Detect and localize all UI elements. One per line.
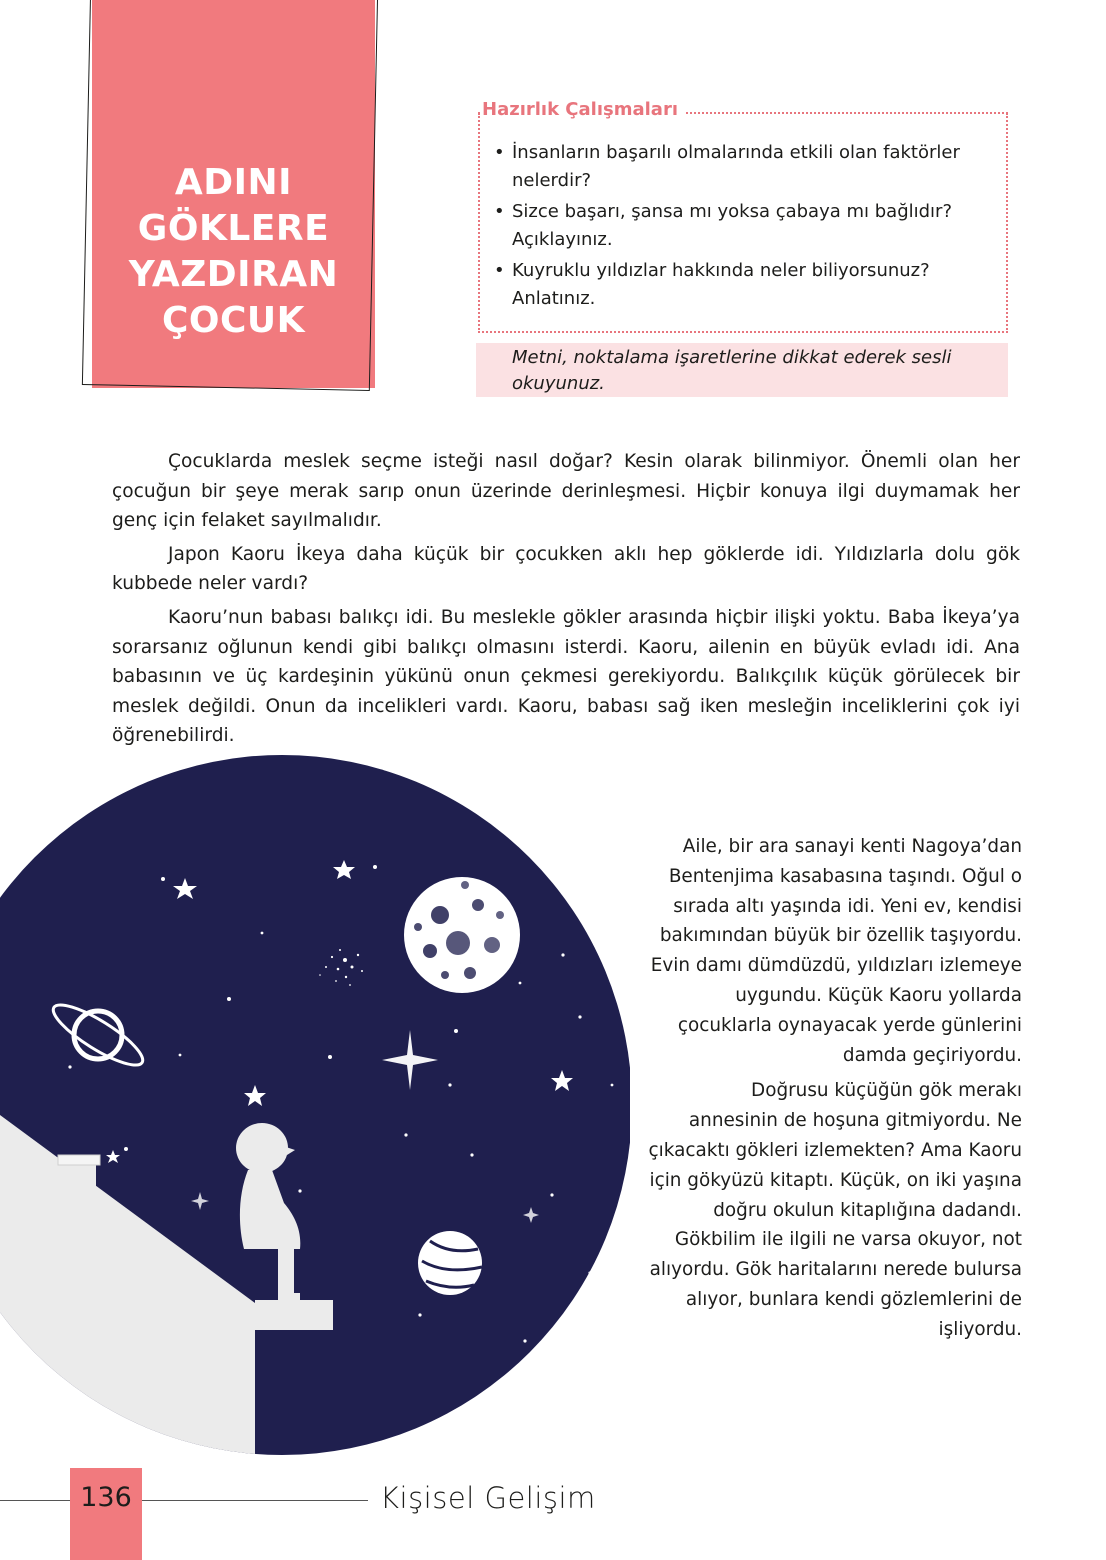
preparation-heading-label: Hazırlık Çalışmaları [482, 98, 684, 122]
list-item: • Sizce başarı, şansa mı yoksa çabaya mı bağlıdır? Açıklayınız. [492, 198, 992, 254]
title-line: YAZDIRAN [128, 254, 339, 295]
reading-instruction [476, 343, 1008, 397]
paragraph: Doğrusu küçüğün gök merakı annesinin de hoşuna gitmiyordu. Ne çıkacaktı gökleri izlemekten? Ama Kaoru için gökyüzü kitaptı. Küçük, on iki yaşına doğru okulun kitaplığına dadandı. Gökbilim ile ilgili ne varsa okuyor, not alıyordu. Gök haritalarını nerede bulursa alıyor, bunlara kendi gözlemlerini de işliyordu. [648, 1080, 1022, 1340]
page-number: 136 [80, 1482, 132, 1513]
paragraph: Aile, bir ara sanayi kenti Nagoya’dan Bentenjima kasabasına taşındı. Oğul o sırada altı yaşında idi. Yeni ev, kendisi bakımından büyük bir özellik taşıyordu. Evin damı dümdüzdü, yıldızları izlemeye uygundu. Küçük Kaoru yollarda çocuklarla oynayacak yerde günlerini damda geçiriyordu. [650, 836, 1022, 1066]
title-line: ADINI [174, 162, 293, 203]
night-sky-illustration [0, 755, 630, 1460]
list-item: • İnsanların başarılı olmalarında etkili olan faktörler nelerdir? [492, 139, 992, 195]
list-item: • Kuyruklu yıldızlar hakkında neler biliyorsunuz? Anlatınız. [492, 257, 992, 313]
side-column-text [640, 832, 1022, 1351]
book-title: Kişisel Gelişim [380, 1481, 596, 1515]
paragraph: Çocuklarda meslek seçme isteği nasıl doğar? Kesin olarak bilinmiyor. Önemli olan her çocuğun bir şeye merak sarıp onun üzerinde derinleşmesi. Hiçbir konuya ilgi duymamak her genç için felaket sayılmalıdır. [112, 451, 1020, 532]
paragraph: Kaoru’nun babası balıkçı idi. Bu meslekle gökler arasında hiçbir ilişki yoktu. Baba İkeya’ya sorarsanız oğlunun kendi gibi balıkçı olmasını isterdi. Kaoru, ailenin en büyük evladı idi. Ana babasının ve üç kardeşinin yükünü onun çekmesi gerekiyordu. Balıkçılık küçük görülecek bir meslek değildi. Onun da incelikleri vardı. Kaoru, babası sağ iken mesleğin inceliklerini çok iyi öğrenebilirdi. [112, 606, 1020, 747]
preparation-box [478, 113, 1008, 333]
title-line: ÇOCUK [161, 300, 306, 341]
small-planet-icon [418, 1231, 482, 1295]
moon-icon [404, 877, 520, 993]
title-line: GÖKLERE [137, 208, 330, 249]
chapter-title [92, 160, 375, 344]
preparation-list [492, 139, 992, 316]
main-text [112, 447, 1020, 755]
footer-divider [0, 1500, 368, 1501]
instruction-text: Metni, noktalama işaretlerine dikkat ederek sesli okuyunuz. [512, 347, 952, 394]
paragraph: Japon Kaoru İkeya daha küçük bir çocukken aklı hep göklerde idi. Yıldızlarla dolu gök kubbede neler vardı? [112, 543, 1020, 595]
